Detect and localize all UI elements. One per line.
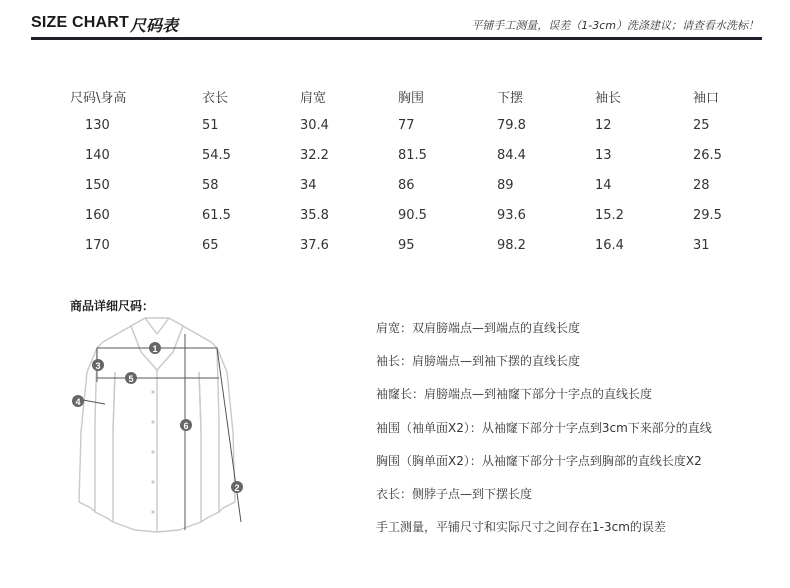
- marker-3: [92, 359, 104, 371]
- definition-shoulder: 肩宽：双肩膀端点—到端点的直线长度: [376, 321, 581, 335]
- table-cell: 31: [693, 237, 710, 253]
- table-cell: 35.8: [300, 207, 329, 223]
- title-en: SIZE CHART: [31, 14, 129, 31]
- table-cell: 98.2: [497, 237, 526, 253]
- column-header: 尺码\身高: [70, 90, 127, 106]
- measurement-note: 平铺手工测量，误差（1-3cm）洗涤建议；请查看水洗标！: [471, 19, 759, 32]
- table-cell: 170: [85, 237, 110, 253]
- table-cell: 77: [398, 117, 415, 133]
- shirt-buttons: [151, 390, 154, 513]
- marker-5: [125, 372, 137, 384]
- svg-text:5: 5: [128, 374, 134, 384]
- column-header: 袖口: [693, 90, 720, 106]
- definition-chest: 胸围（胸单面X2）：从袖窿下部分十字点到胸部的直线长度X2: [376, 453, 702, 468]
- marker-4: [72, 395, 84, 407]
- table-cell: 29.5: [693, 207, 722, 223]
- table-cell: 95: [398, 237, 415, 253]
- table-row: [70, 230, 753, 260]
- table-cell: 16.4: [595, 237, 624, 253]
- marker-6: [180, 419, 192, 431]
- measurement-definitions: [376, 320, 712, 552]
- svg-text:2: 2: [234, 483, 240, 493]
- table-cell: 61.5: [202, 207, 231, 223]
- table-cell: 34: [300, 177, 317, 193]
- title-cn: 尺码表: [130, 16, 179, 35]
- size-table: [70, 82, 753, 260]
- marker-2: [231, 481, 243, 493]
- svg-text:4: 4: [75, 397, 81, 407]
- header: [0, 0, 790, 42]
- table-row: [70, 140, 753, 170]
- header-divider: [31, 37, 762, 40]
- table-cell: 13: [595, 147, 612, 163]
- table-cell: 89: [497, 177, 514, 193]
- details-title: 商品详细尺码：: [70, 299, 155, 313]
- table-cell: 58: [202, 177, 219, 193]
- table-cell: 130: [85, 117, 110, 133]
- table-cell: 12: [595, 117, 612, 133]
- svg-text:6: 6: [183, 421, 189, 431]
- table-cell: 140: [85, 147, 110, 163]
- table-row: [70, 170, 753, 200]
- definition-sleeve-circumference: 袖围（袖单面X2）：从袖窿下部分十字点到3cm下来部分的直线: [376, 420, 712, 435]
- table-header-row: [70, 82, 753, 110]
- table-cell: 25: [693, 117, 710, 133]
- column-header: 衣长: [202, 90, 229, 106]
- marker-1: [149, 342, 161, 354]
- table-cell: 14: [595, 177, 612, 193]
- column-header: 肩宽: [300, 90, 327, 106]
- table-cell: 51: [202, 117, 219, 133]
- definition-length: 衣长：侧脖子点—到下摆长度: [376, 486, 533, 501]
- table-cell: 93.6: [497, 207, 526, 223]
- table-cell: 15.2: [595, 207, 624, 223]
- table-cell: 28: [693, 177, 710, 193]
- table-cell: 150: [85, 177, 110, 193]
- column-header: 袖长: [595, 90, 622, 106]
- table-cell: 81.5: [398, 147, 427, 163]
- svg-text:1: 1: [152, 344, 158, 354]
- table-cell: 30.4: [300, 117, 329, 133]
- table-cell: 32.2: [300, 147, 329, 163]
- table-cell: 26.5: [693, 147, 722, 163]
- column-header: 下摆: [497, 90, 524, 106]
- shirt-measurement-diagram: [65, 312, 265, 542]
- table-cell: 54.5: [202, 147, 231, 163]
- table-cell: 90.5: [398, 207, 427, 223]
- definition-tolerance-note: 手工测量，平铺尺寸和实际尺寸之间存在1-3cm的误差: [376, 520, 666, 535]
- table-cell: 79.8: [497, 117, 526, 133]
- table-row: [70, 200, 753, 230]
- definition-sleeve-length: 袖长：肩膀端点—到袖下摆的直线长度: [376, 354, 581, 369]
- table-row: [70, 110, 753, 140]
- svg-text:3: 3: [95, 361, 101, 371]
- table-cell: 86: [398, 177, 415, 193]
- column-header: 胸围: [398, 90, 425, 106]
- table-cell: 65: [202, 237, 219, 253]
- table-cell: 84.4: [497, 147, 526, 163]
- definition-armhole: 袖窿长：肩膀端点—到袖窿下部分十字点的直线长度: [376, 387, 653, 402]
- table-cell: 37.6: [300, 237, 329, 253]
- table-cell: 160: [85, 207, 110, 223]
